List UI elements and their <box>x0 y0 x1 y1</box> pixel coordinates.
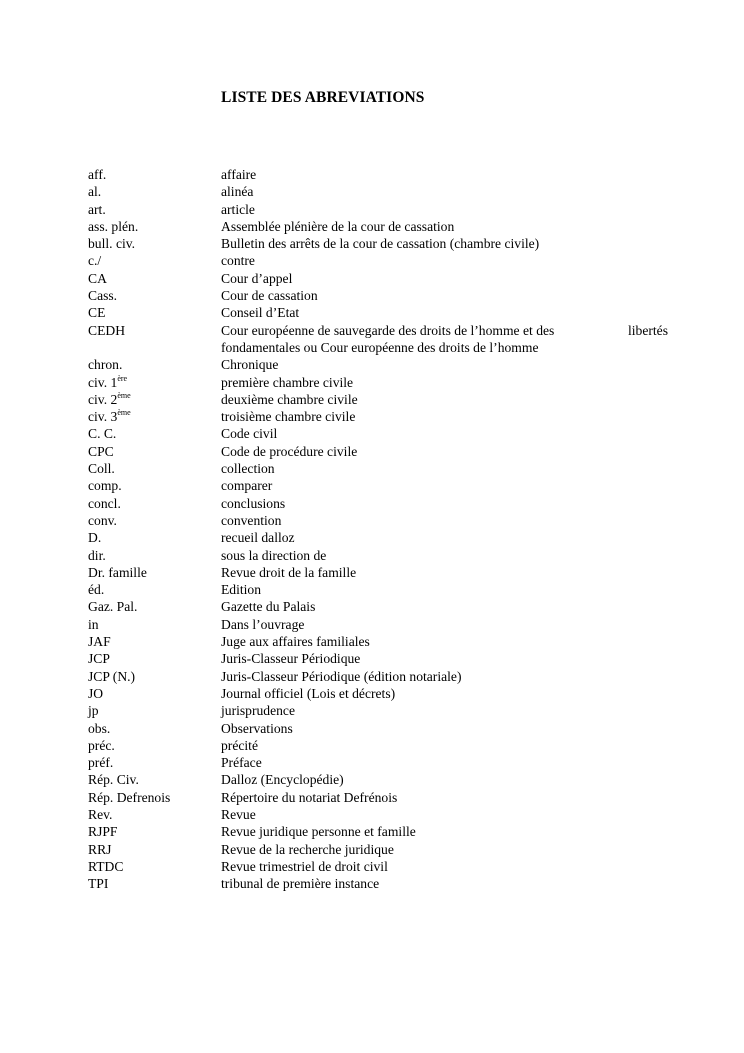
abbreviation-term <box>88 460 221 477</box>
abbreviation-definition: collection <box>221 461 275 477</box>
abbreviation-term-text: Gaz. Pal. <box>88 599 138 615</box>
abbreviation-definition: Revue <box>221 806 256 822</box>
abbreviation-definition: Juge aux affaires familiales <box>221 634 370 650</box>
abbreviation-definition: Edition <box>221 582 262 598</box>
abbreviation-row <box>88 460 668 477</box>
abbreviation-row <box>88 529 668 546</box>
abbreviation-term-text: JO <box>88 685 104 701</box>
abbreviation-term-text: CE <box>88 305 106 321</box>
abbreviation-definition: Préface <box>221 755 262 771</box>
abbreviation-term <box>88 425 221 442</box>
abbreviation-row <box>88 771 668 788</box>
abbreviation-superscript: ème <box>117 390 131 400</box>
abbreviation-term <box>88 304 221 321</box>
definition-text-end: libertés <box>627 322 668 338</box>
abbreviation-term-text: Dr. famille <box>88 564 147 580</box>
definition-line <box>221 322 668 339</box>
abbreviation-term-text: D. <box>88 530 102 546</box>
abbreviation-term-text: concl. <box>88 495 121 511</box>
abbreviation-term-text: Rép. Civ. <box>88 772 139 788</box>
abbreviation-row <box>88 166 668 183</box>
abbreviation-term <box>88 495 221 512</box>
abbreviation-definition: deuxième chambre civile <box>221 391 358 407</box>
abbreviation-row <box>88 270 668 287</box>
abbreviation-row <box>88 806 668 823</box>
abbreviation-row <box>88 823 668 840</box>
abbreviation-term-text: bull. civ. <box>88 236 136 252</box>
abbreviation-term-text: dir. <box>88 547 106 563</box>
abbreviation-term <box>88 443 221 460</box>
abbreviation-term <box>88 771 221 788</box>
abbreviation-row <box>88 858 668 875</box>
abbreviation-term <box>88 754 221 771</box>
abbreviation-definition: Cour de cassation <box>221 288 318 304</box>
abbreviation-term <box>88 322 221 357</box>
abbreviation-term <box>88 356 221 373</box>
abbreviation-row <box>88 252 668 269</box>
abbreviation-definition: sous la direction de <box>221 547 327 563</box>
abbreviation-term-text: civ. 1 <box>88 374 118 390</box>
abbreviation-row <box>88 564 668 581</box>
abbreviation-term <box>88 598 221 615</box>
abbreviation-term <box>88 166 221 183</box>
abbreviation-definition: Gazette du Palais <box>221 599 316 615</box>
abbreviation-term-text: art. <box>88 201 106 217</box>
abbreviation-term-text: civ. 2 <box>88 391 118 407</box>
abbreviation-term-text: c./ <box>88 253 102 269</box>
abbreviation-term-text: CEDH <box>88 322 126 338</box>
abbreviation-definition: contre <box>221 253 255 269</box>
abbreviation-row <box>88 841 668 858</box>
abbreviation-row <box>88 322 668 357</box>
abbreviation-term-text: conv. <box>88 512 117 528</box>
abbreviation-row <box>88 495 668 512</box>
abbreviation-term-text: comp. <box>88 478 122 494</box>
abbreviation-term-text: Rev. <box>88 806 113 822</box>
abbreviation-definition: jurisprudence <box>221 703 295 719</box>
abbreviation-term <box>88 616 221 633</box>
abbreviation-row <box>88 754 668 771</box>
abbreviation-term <box>88 512 221 529</box>
abbreviation-term <box>88 564 221 581</box>
abbreviation-definition: Revue droit de la famille <box>221 564 357 580</box>
abbreviation-definition: Juris-Classeur Périodique (édition notariale) <box>221 668 462 684</box>
abbreviation-definition <box>221 322 668 357</box>
abbreviation-row <box>88 356 668 373</box>
abbreviation-term <box>88 270 221 287</box>
abbreviation-definition: première chambre civile <box>221 374 354 390</box>
abbreviation-term <box>88 183 221 200</box>
abbreviation-row <box>88 737 668 754</box>
abbreviation-term <box>88 806 221 823</box>
abbreviation-definition: alinéa <box>221 184 254 200</box>
abbreviation-row <box>88 512 668 529</box>
abbreviation-definition: tribunal de première instance <box>221 876 380 892</box>
abbreviation-term <box>88 702 221 719</box>
abbreviation-definition: Bulletin des arrêts de la cour de cassation (chambre civile) <box>221 236 540 252</box>
abbreviation-term-text: JAF <box>88 634 111 650</box>
abbreviation-term-text: aff. <box>88 167 107 182</box>
abbreviation-superscript: ère <box>117 373 128 383</box>
abbreviation-term <box>88 668 221 685</box>
abbreviation-row <box>88 789 668 806</box>
abbreviation-term <box>88 201 221 218</box>
abbreviation-row <box>88 720 668 737</box>
abbreviation-row <box>88 235 668 252</box>
abbreviation-row <box>88 668 668 685</box>
abbreviation-term-text: JCP (N.) <box>88 668 136 684</box>
abbreviation-definition: Revue de la recherche juridique <box>221 841 394 857</box>
abbreviation-term-text: éd. <box>88 582 105 598</box>
abbreviation-term-text: JCP <box>88 651 110 667</box>
abbreviation-term-text: jp <box>88 703 99 719</box>
abbreviation-term-text: CA <box>88 270 107 286</box>
abbreviation-term-text: obs. <box>88 720 111 736</box>
abbreviation-term-text: TPI <box>88 876 109 892</box>
abbreviation-definition: Dalloz (Encyclopédie) <box>221 772 344 788</box>
abbreviation-term-text: al. <box>88 184 102 200</box>
abbreviation-definition: Cour d’appel <box>221 270 293 286</box>
abbreviation-definition: recueil dalloz <box>221 530 295 546</box>
abbreviation-term <box>88 789 221 806</box>
abbreviation-term-text: civ. 3 <box>88 409 118 425</box>
abbreviation-term-text: Coll. <box>88 461 115 477</box>
abbreviation-row <box>88 633 668 650</box>
abbreviation-definition: Dans l’ouvrage <box>221 616 305 632</box>
abbreviation-row <box>88 304 668 321</box>
abbreviation-term <box>88 391 221 408</box>
abbreviation-term-text: ass. plén. <box>88 218 139 234</box>
abbreviation-definition: comparer <box>221 478 273 494</box>
abbreviation-definition: troisième chambre civile <box>221 409 356 425</box>
abbreviation-term <box>88 287 221 304</box>
abbreviation-row <box>88 443 668 460</box>
abbreviation-term <box>88 823 221 840</box>
abbreviation-term <box>88 720 221 737</box>
abbreviation-definition: Revue trimestriel de droit civil <box>221 858 388 874</box>
abbreviation-list <box>88 166 668 892</box>
abbreviation-term-text: in <box>88 616 99 632</box>
abbreviation-row <box>88 201 668 218</box>
abbreviation-definition: Code de procédure civile <box>221 443 358 459</box>
abbreviation-row <box>88 685 668 702</box>
abbreviation-term <box>88 858 221 875</box>
abbreviation-term <box>88 235 221 252</box>
abbreviation-term <box>88 477 221 494</box>
abbreviation-term <box>88 581 221 598</box>
abbreviation-term <box>88 408 221 425</box>
abbreviation-row <box>88 374 668 391</box>
abbreviation-term <box>88 218 221 235</box>
abbreviation-definition: article <box>221 201 255 217</box>
abbreviation-row <box>88 477 668 494</box>
abbreviation-definition: Juris-Classeur Périodique <box>221 651 361 667</box>
definition-line: fondamentales ou Cour européenne des droits de l’homme <box>221 339 539 355</box>
abbreviation-term-text: RRJ <box>88 841 112 857</box>
abbreviation-term <box>88 685 221 702</box>
abbreviation-term-text: préf. <box>88 755 114 771</box>
abbreviation-row <box>88 391 668 408</box>
abbreviation-row <box>88 287 668 304</box>
abbreviation-definition: affaire <box>221 167 257 182</box>
abbreviation-term-text: Rép. Defrenois <box>88 789 171 805</box>
abbreviation-term <box>88 650 221 667</box>
abbreviation-row <box>88 218 668 235</box>
abbreviation-term <box>88 547 221 564</box>
abbreviation-definition: convention <box>221 512 282 528</box>
abbreviation-term-text: C. C. <box>88 426 117 442</box>
abbreviation-row <box>88 581 668 598</box>
abbreviation-row <box>88 598 668 615</box>
abbreviation-term-text: préc. <box>88 737 115 753</box>
abbreviation-row <box>88 616 668 633</box>
abbreviation-term <box>88 875 221 892</box>
abbreviation-definition: conclusions <box>221 495 286 511</box>
abbreviation-term <box>88 374 221 391</box>
abbreviation-definition: Répertoire du notariat Defrénois <box>221 789 398 805</box>
abbreviation-term <box>88 529 221 546</box>
abbreviation-row <box>88 875 668 892</box>
abbreviation-definition: Observations <box>221 720 293 736</box>
abbreviation-definition: précité <box>221 737 258 753</box>
abbreviation-row <box>88 547 668 564</box>
abbreviation-definition: Conseil d’Etat <box>221 305 300 321</box>
abbreviation-row <box>88 425 668 442</box>
abbreviation-definition: Assemblée plénière de la cour de cassation <box>221 218 455 234</box>
abbreviation-term-text: RTDC <box>88 858 124 874</box>
abbreviation-term <box>88 633 221 650</box>
page-title: LISTE DES ABREVIATIONS <box>221 89 425 106</box>
abbreviation-row <box>88 650 668 667</box>
abbreviation-term-text: RJPF <box>88 824 118 840</box>
abbreviation-term <box>88 841 221 858</box>
abbreviation-definition: Code civil <box>221 426 278 442</box>
abbreviation-row <box>88 408 668 425</box>
abbreviation-definition: Revue juridique personne et famille <box>221 824 416 840</box>
abbreviation-term-text: CPC <box>88 443 114 459</box>
abbreviation-definition: Chronique <box>221 357 279 373</box>
abbreviation-term <box>88 252 221 269</box>
abbreviation-term-text: Cass. <box>88 288 118 304</box>
abbreviation-row <box>88 702 668 719</box>
abbreviation-definition: Journal officiel (Lois et décrets) <box>221 685 396 701</box>
definition-text: Cour européenne de sauvegarde des droits de l’homme et des <box>221 322 555 338</box>
abbreviation-term <box>88 737 221 754</box>
abbreviation-row <box>88 183 668 200</box>
abbreviation-term-text: chron. <box>88 357 123 373</box>
abbreviation-superscript: ème <box>117 408 131 418</box>
